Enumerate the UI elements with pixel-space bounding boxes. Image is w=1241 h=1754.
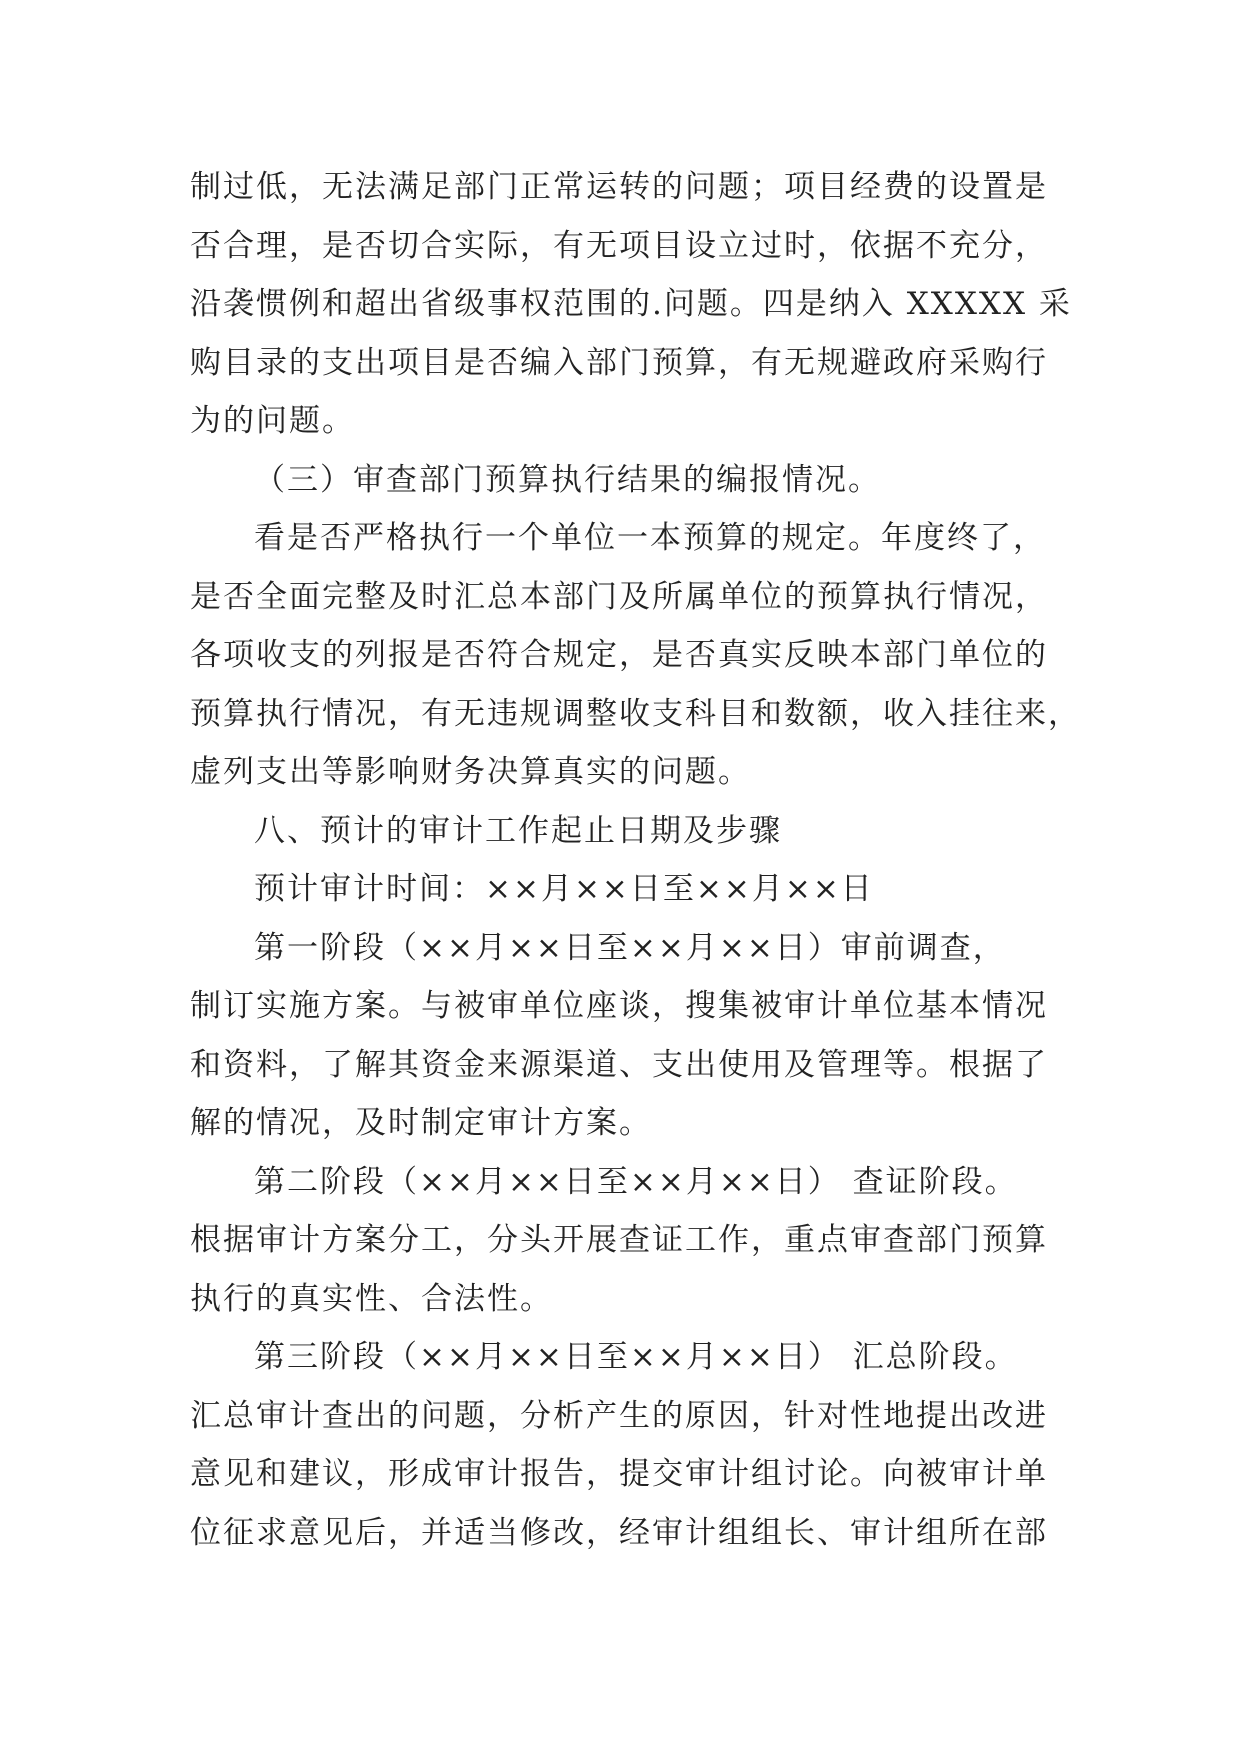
text-line: 为的问题。 <box>190 403 355 439</box>
paragraph-audit-time <box>190 860 1070 919</box>
text-line: 八、预计的审计工作起止日期及步骤 <box>254 812 782 849</box>
text-line: 根据审计方案分工，分头开展查证工作，重点审查部门预算 <box>190 1222 1048 1258</box>
section-heading-schedule <box>190 802 1070 861</box>
text-line: 执行的真实性、合法性。 <box>190 1280 553 1317</box>
text-line: 第一阶段（××月××日至××月××日）审前调查， <box>254 929 1006 966</box>
section-heading-review-execution <box>190 451 1070 510</box>
paragraph-staff-funding <box>190 158 1070 451</box>
text-line: 看是否严格执行一个单位一本预算的规定。年度终了， <box>254 520 1046 556</box>
text-line: 否合理，是否切合实际，有无项目设立过时，依据不充分， <box>190 227 1048 264</box>
paragraph-phase-two <box>190 1153 1070 1329</box>
text-line: 意见和建议，形成审计报告，提交审计组讨论。向被审计单 <box>190 1456 1048 1492</box>
text-line: 预计审计时间：××月××日至××月××日 <box>254 871 874 907</box>
text-line: 第三阶段（××月××日至××月××日） 汇总阶段。 <box>254 1339 1018 1375</box>
text-line: 制订实施方案。与被审单位座谈，搜集被审计单位基本情况 <box>190 988 1048 1024</box>
text-line: 解的情况，及时制定审计方案。 <box>190 1105 652 1141</box>
text-line: 位征求意见后，并适当修改，经审计组组长、审计组所在部 <box>190 1514 1048 1551</box>
text-line: 各项收支的列报是否符合规定，是否真实反映本部门单位的 <box>190 637 1048 673</box>
text-line: 预算执行情况，有无违规调整收支科目和数额，收入挂往来， <box>190 695 1081 732</box>
paragraph-phase-one <box>190 919 1070 1153</box>
document-body <box>190 158 1081 1562</box>
text-line: 购目录的支出项目是否编入部门预算，有无规避政府采购行 <box>190 344 1048 381</box>
text-line: （三）审查部门预算执行结果的编报情况。 <box>254 461 881 498</box>
text-line: 第二阶段（××月××日至××月××日） 查证阶段。 <box>254 1163 1018 1200</box>
text-line: 沿袭惯例和超出省级事权范围的.问题。四是纳入 XXXXX 采 <box>190 286 1072 322</box>
text-line: 制过低，无法满足部门正常运转的问题；项目经费的设置是 <box>190 169 1048 205</box>
text-line: 虚列支出等影响财务决算真实的问题。 <box>190 754 751 790</box>
paragraph-phase-three <box>190 1328 1070 1562</box>
paragraph-execution-check <box>190 509 1081 802</box>
text-line: 是否全面完整及时汇总本部门及所属单位的预算执行情况， <box>190 578 1048 615</box>
text-line: 汇总审计查出的问题，分析产生的原因，针对性地提出改进 <box>190 1397 1048 1434</box>
text-line: 和资料，了解其资金来源渠道、支出使用及管理等。根据了 <box>190 1046 1048 1083</box>
